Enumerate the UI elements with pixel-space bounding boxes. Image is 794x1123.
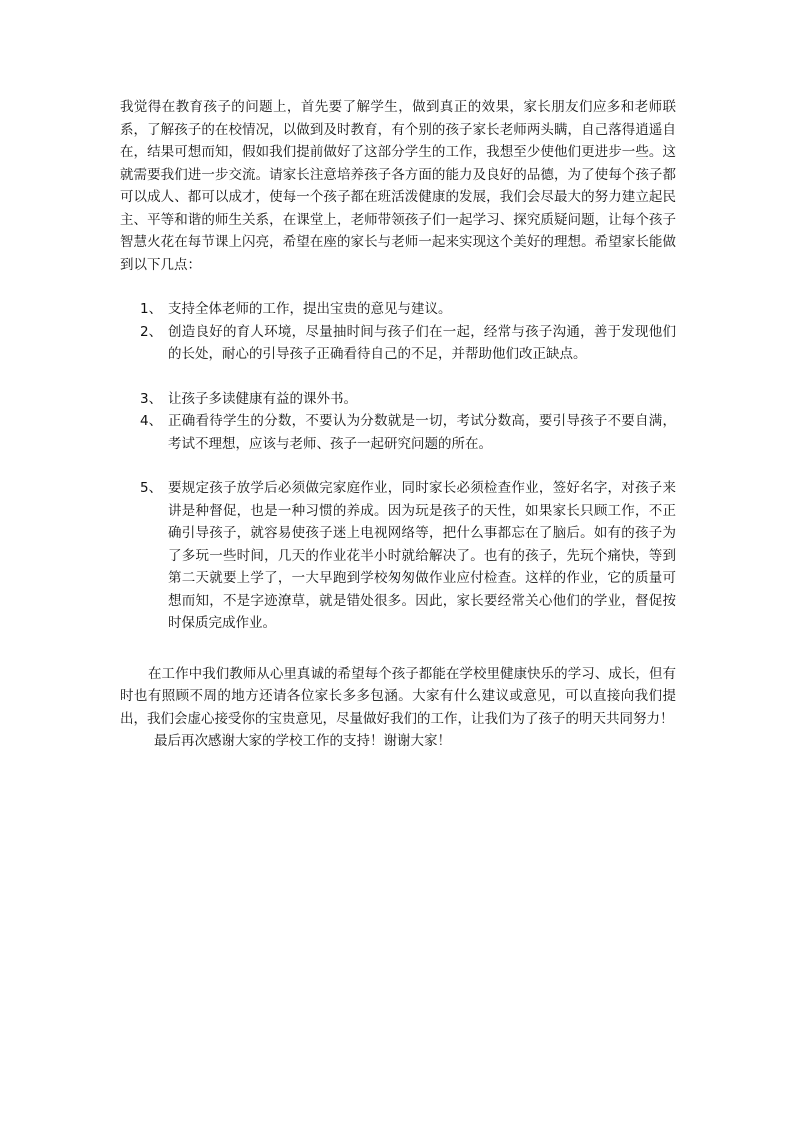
list-item — [140, 388, 676, 411]
list-item — [140, 321, 676, 366]
list-item — [140, 477, 676, 635]
suggestion-list — [120, 298, 676, 635]
list-item — [140, 298, 676, 321]
list-item-text: 支持全体老师的工作，提出宝贵的意见与建议。 — [168, 301, 452, 317]
list-item-number: 4、 — [140, 413, 163, 429]
list-item-number: 2、 — [140, 323, 163, 340]
list-item-number: 3、 — [140, 390, 163, 407]
list-item-text: 创造良好的育人环境，尽量抽时间与孩子们在一起，经常与孩子沟通，善于发现他们的长处，耐心的引导孩子正确看待自己的不足，并帮助他们改正缺点。 — [168, 323, 676, 362]
list-item — [140, 410, 676, 455]
list-item-number: 1、 — [140, 301, 163, 317]
thanks-line: 最后再次感谢大家的学校工作的支持！谢谢大家！ — [154, 733, 451, 749]
list-item-number: 5、 — [140, 480, 163, 496]
closing-paragraph: 在工作中我们教师从心里真诚的希望每个孩子都能在学校里健康快乐的学习、成长，但有时也有照顾不周的地方还请各位家长多多包涵。大家有什么建议或意见，可以直接向我们提出，我们会虚心接受你的宝贵意见，尽量做好我们的工作，让我们为了孩子的明天共同努力！ — [120, 665, 676, 727]
list-item-text: 让孩子多读健康有益的课外书。 — [168, 390, 357, 407]
intro-paragraph: 我觉得在教育孩子的问题上，首先要了解学生，做到真正的效果，家长朋友们应多和老师联系，了解孩子的在校情况，以做到及时教育，有个别的孩子家长老师两头瞒，自己落得逍遥自在，结果可想而知，假如我们提前做好了这部分学生的工作，我想至少使他们更进步一些。这就需要我们进一步交流。请家长注意培养孩子各方面的能力及良好的品德，为了使每个孩子都可以成人、都可以成才，使每一个孩子都在班活泼健康的发展，我们会尽最大的努力建立起民主、平等和谐的师生关系，在课堂上，老师带领孩子们一起学习、探究质疑问题，让每个孩子智慧火花在每节课上闪亮，希望在座的家长与老师一起来实现这个美好的理想。希望家长能做到以下几点： — [120, 99, 676, 273]
list-item-text: 正确看待学生的分数，不要认为分数就是一切，考试分数高，要引导孩子不要自满，考试不理想，应该与老师、孩子一起研究问题的所在。 — [168, 413, 676, 452]
document-page — [120, 96, 676, 753]
list-item-text: 要规定孩子放学后必须做完家庭作业，同时家长必须检查作业，签好名字，对孩子来讲是种督促，也是一种习惯的养成。因为玩是孩子的天性，如果家长只顾工作，不正确引导孩子，就容易使孩子迷上电视网络等，把什么事都忘在了脑后。如有的孩子为了多玩一些时间，几天的作业花半小时就给解决了。也有的孩子，先玩个痛快，等到第二天就要上学了，一大早跑到学校匆匆做作业应付检查。这样的作业，它的质量可想而知，不是字迹潦草，就是错处很多。因此，家长要经常关心他们的学业，督促按时保质完成作业。 — [168, 480, 676, 631]
